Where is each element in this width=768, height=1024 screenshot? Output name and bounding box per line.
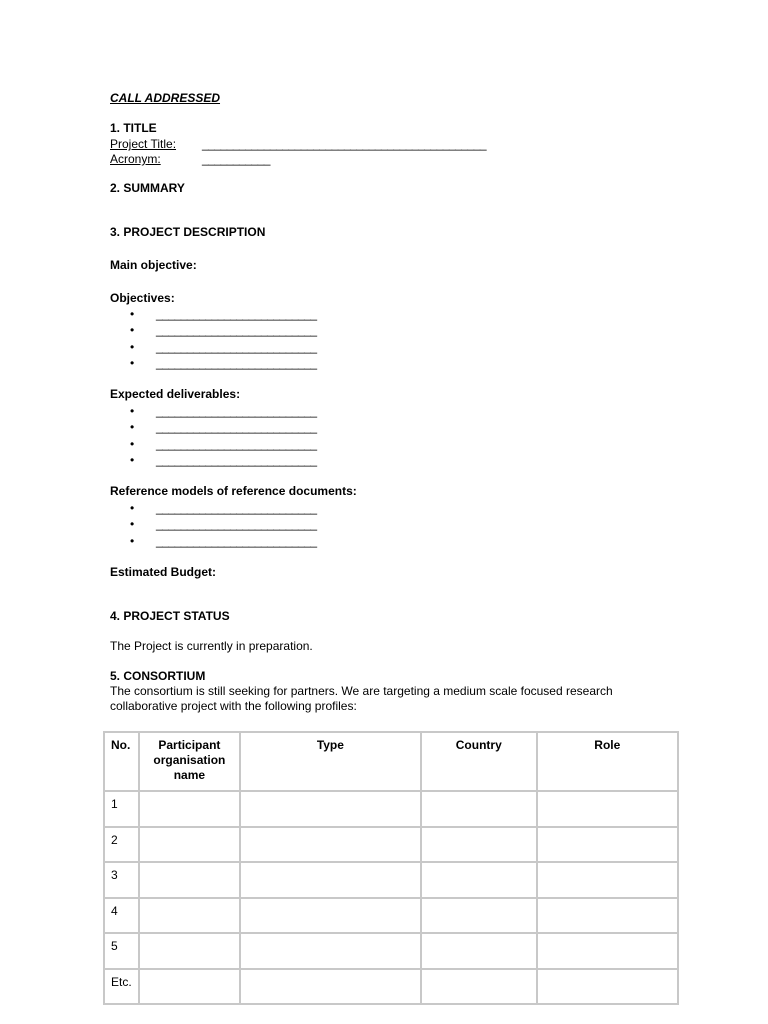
role-cell[interactable] [537, 862, 678, 898]
table-row [104, 791, 678, 827]
bullet-icon: • [130, 307, 135, 321]
deliverables-list [110, 403, 410, 468]
participant-cell[interactable] [139, 969, 240, 1005]
reference-label: Reference models of reference documents: [110, 484, 357, 498]
project-status-text: The Project is currently in preparation. [110, 639, 313, 653]
country-cell[interactable] [421, 791, 537, 827]
row-number: 2 [104, 827, 139, 863]
reference-blank[interactable]: __________________________ [156, 517, 317, 532]
list-item [110, 306, 410, 322]
row-number: 1 [104, 791, 139, 827]
deliverable-blank[interactable]: __________________________ [156, 452, 317, 467]
bullet-icon: • [130, 452, 135, 467]
col-header-type: Type [240, 732, 421, 791]
call-addressed: CALL ADDRESSED [110, 91, 221, 105]
bullet-icon: • [130, 323, 135, 338]
table-row [104, 898, 678, 934]
list-item [110, 500, 410, 516]
table-header-row [104, 732, 678, 791]
list-item [110, 436, 410, 452]
project-title-label: Project Title: [110, 137, 177, 151]
col-header-role: Role [537, 732, 678, 791]
list-item [110, 452, 410, 468]
reference-blank[interactable]: __________________________ [156, 501, 317, 515]
summary-heading: 2. SUMMARY [110, 181, 185, 195]
consortium-table [103, 731, 679, 1005]
type-cell[interactable] [240, 791, 421, 827]
budget-label: Estimated Budget: [110, 565, 217, 579]
list-item [110, 419, 410, 435]
objectives-label: Objectives: [110, 291, 175, 305]
acronym-label: Acronym: [110, 152, 161, 166]
participant-cell[interactable] [139, 827, 240, 863]
table-row [104, 969, 678, 1005]
deliverables-label: Expected deliverables: [110, 387, 241, 401]
bullet-icon: • [130, 436, 135, 451]
role-cell[interactable] [537, 791, 678, 827]
title-heading: 1. TITLE [110, 121, 157, 135]
table-row [104, 933, 678, 969]
country-cell[interactable] [421, 933, 537, 969]
participant-cell[interactable] [139, 862, 240, 898]
bullet-icon: • [130, 339, 135, 354]
objective-blank[interactable]: __________________________ [156, 355, 317, 370]
role-cell[interactable] [537, 969, 678, 1005]
bullet-icon: • [130, 355, 135, 370]
main-objective-label: Main objective: [110, 258, 197, 272]
participant-cell[interactable] [139, 933, 240, 969]
country-cell[interactable] [421, 862, 537, 898]
country-cell[interactable] [421, 969, 537, 1005]
list-item [110, 322, 410, 338]
acronym-blank[interactable]: ___________ [202, 152, 270, 166]
consortium-heading: 5. CONSORTIUM [110, 669, 206, 683]
role-cell[interactable] [537, 827, 678, 863]
project-title-blank[interactable]: ______________________________________________ [202, 137, 486, 151]
objectives-list [110, 306, 410, 371]
table-row [104, 862, 678, 898]
list-item [110, 533, 410, 549]
list-item [110, 516, 410, 532]
list-item [110, 339, 410, 355]
type-cell[interactable] [240, 933, 421, 969]
references-list [110, 500, 410, 549]
project-status-heading: 4. PROJECT STATUS [110, 609, 230, 623]
row-number: Etc. [104, 969, 139, 1005]
bullet-icon: • [130, 420, 135, 435]
consortium-text-line-1: The consortium is still seeking for partners. We are targeting a medium scale focused research [110, 684, 613, 698]
list-item [110, 403, 410, 419]
country-cell[interactable] [421, 898, 537, 934]
participant-cell[interactable] [139, 791, 240, 827]
acronym-row [110, 152, 270, 167]
objective-blank[interactable]: __________________________ [156, 307, 317, 321]
project-title-row [110, 137, 486, 152]
project-description-heading: 3. PROJECT DESCRIPTION [110, 225, 266, 239]
bullet-icon: • [130, 533, 135, 548]
row-number: 3 [104, 862, 139, 898]
objective-blank[interactable]: __________________________ [156, 339, 317, 354]
col-header-country: Country [421, 732, 537, 791]
row-number: 4 [104, 898, 139, 934]
country-cell[interactable] [421, 827, 537, 863]
type-cell[interactable] [240, 827, 421, 863]
bullet-icon: • [130, 501, 135, 515]
col-header-no: No. [104, 732, 139, 791]
bullet-icon: • [130, 404, 135, 418]
list-item [110, 355, 410, 371]
col-header-participant: Participant organisation name [139, 732, 240, 791]
objective-blank[interactable]: __________________________ [156, 323, 317, 338]
deliverable-blank[interactable]: __________________________ [156, 404, 317, 418]
role-cell[interactable] [537, 898, 678, 934]
deliverable-blank[interactable]: __________________________ [156, 436, 317, 451]
table-row [104, 827, 678, 863]
type-cell[interactable] [240, 862, 421, 898]
consortium-text-line-2: collaborative project with the following profiles: [110, 699, 357, 713]
deliverable-blank[interactable]: __________________________ [156, 420, 317, 435]
type-cell[interactable] [240, 898, 421, 934]
reference-blank[interactable]: __________________________ [156, 533, 317, 548]
role-cell[interactable] [537, 933, 678, 969]
participant-cell[interactable] [139, 898, 240, 934]
type-cell[interactable] [240, 969, 421, 1005]
bullet-icon: • [130, 517, 135, 532]
row-number: 5 [104, 933, 139, 969]
